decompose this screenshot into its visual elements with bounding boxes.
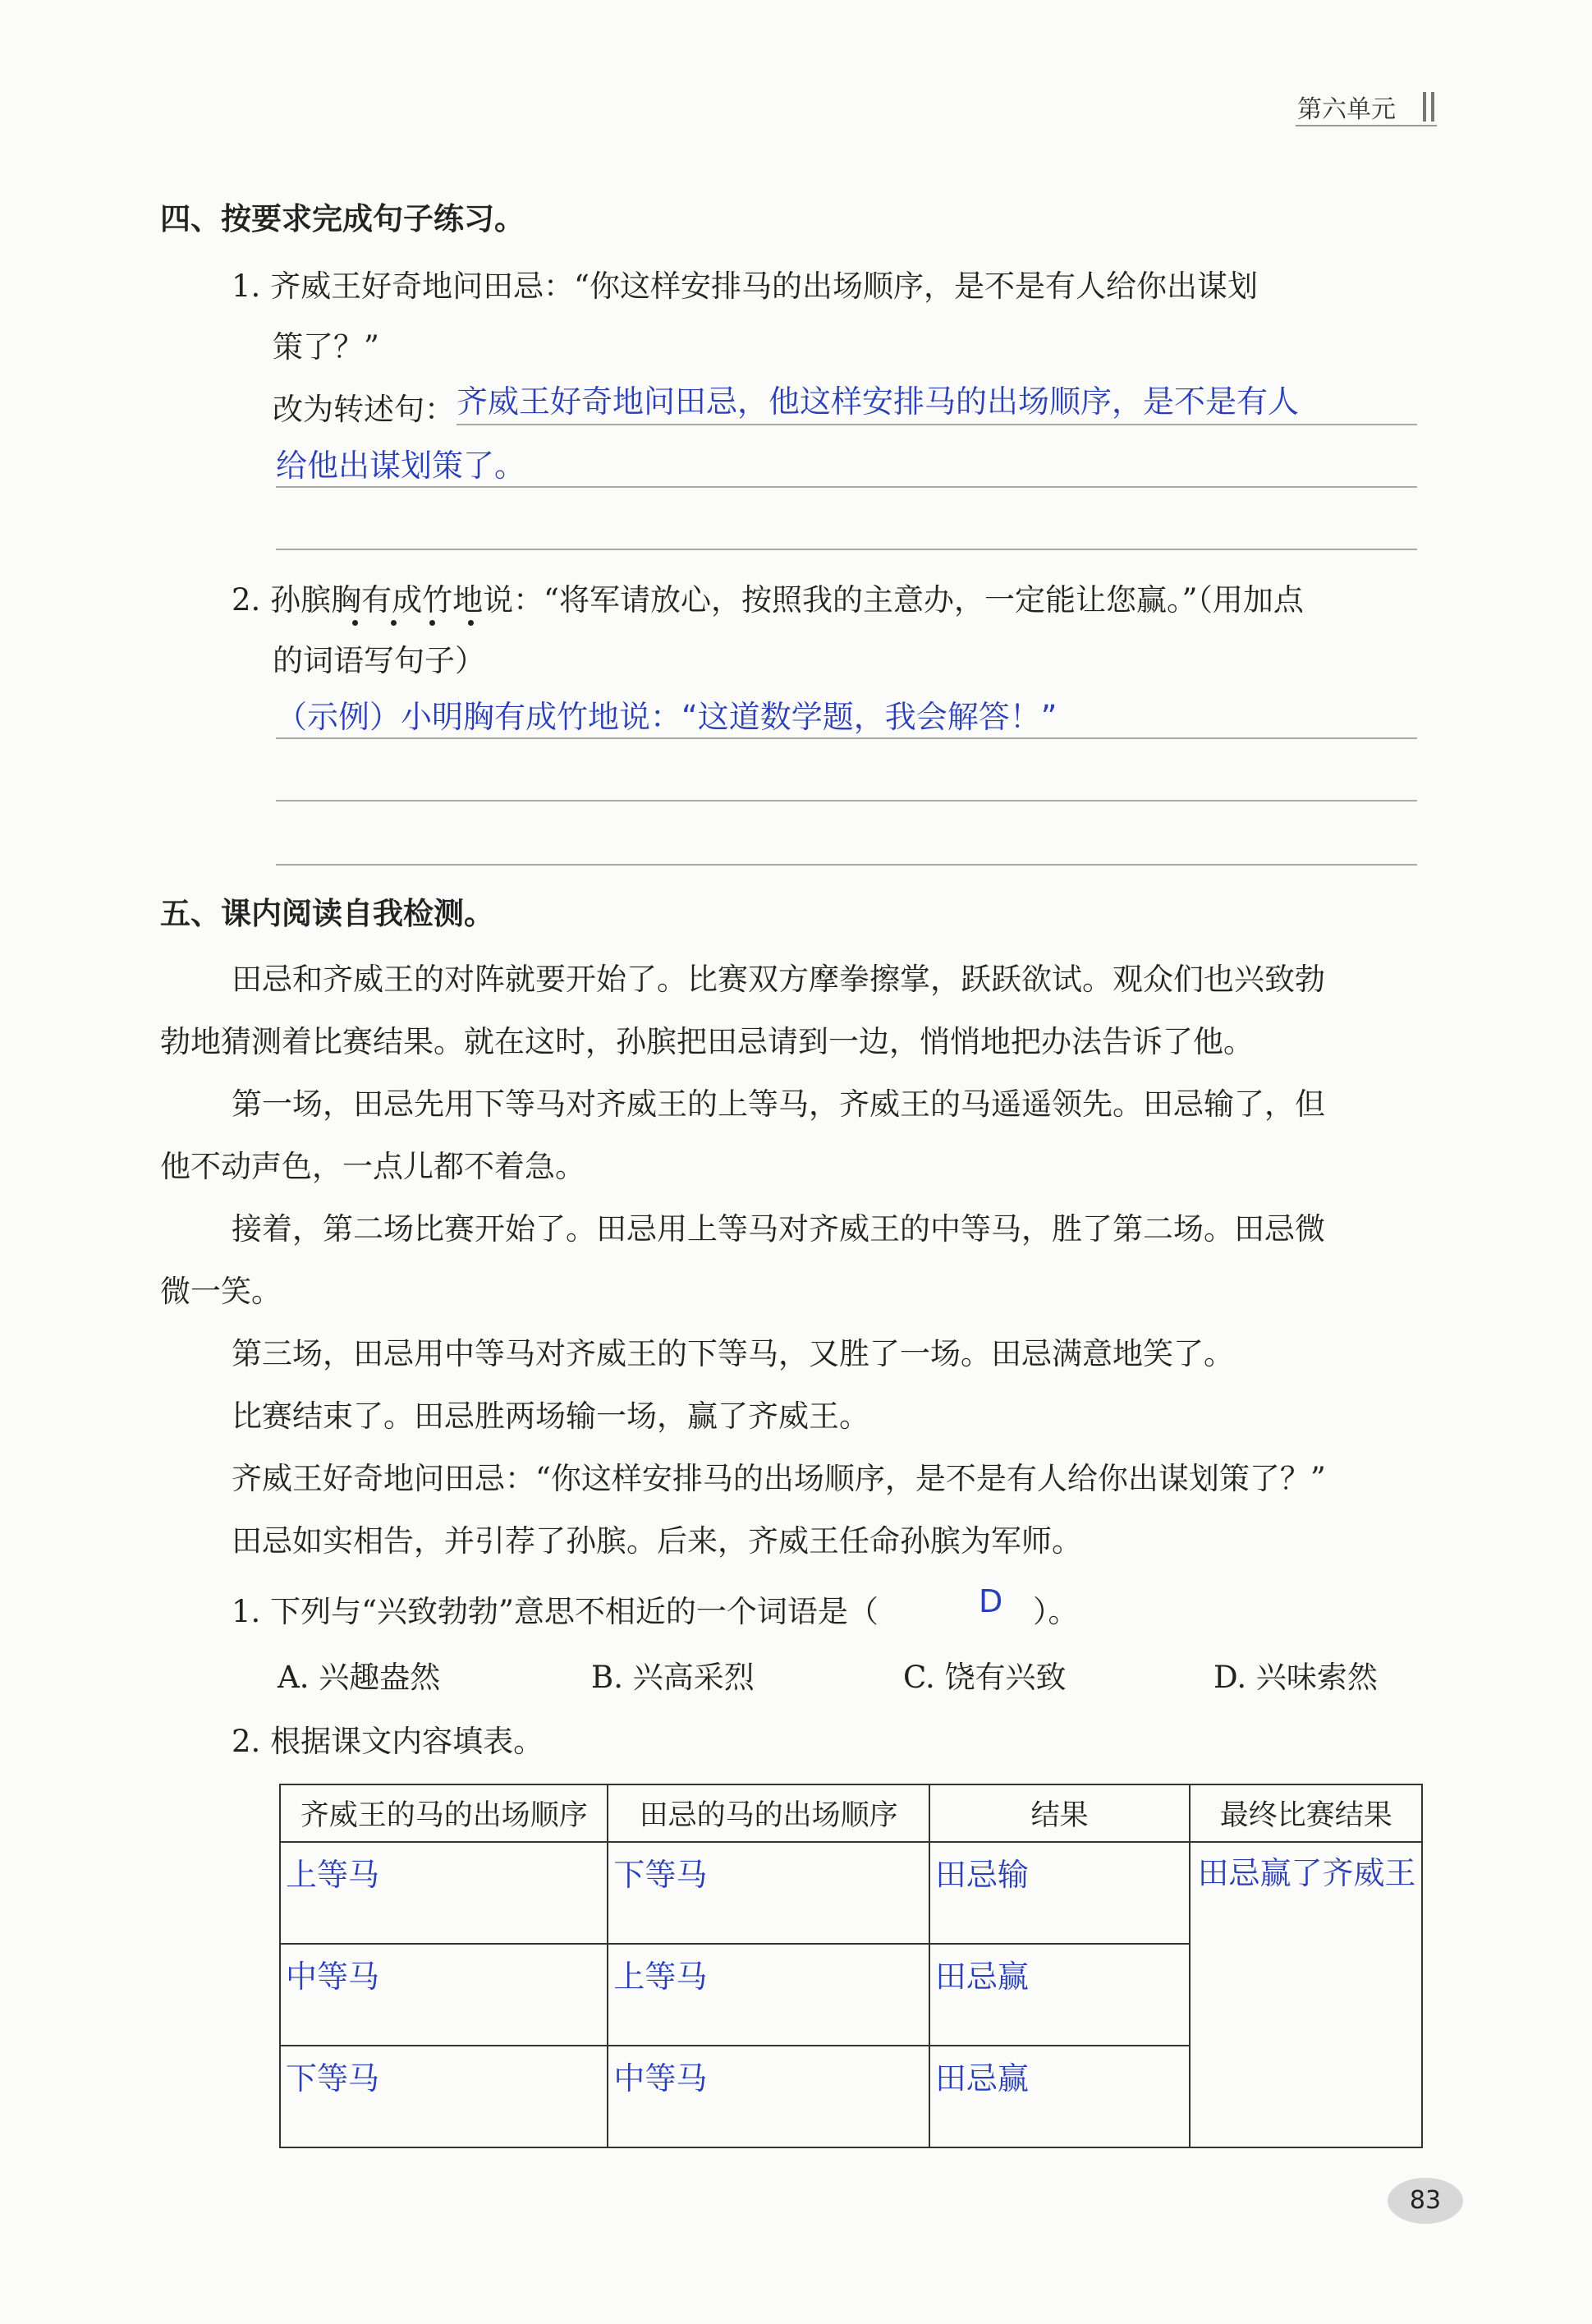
- table-cell: [608, 1944, 929, 2046]
- table-row: [280, 1842, 1422, 1944]
- table-cell: [280, 2046, 608, 2147]
- passage-line: 他不动声色，一点儿都不着急。: [160, 1149, 585, 1184]
- passage-line: 田忌和齐威王的对阵就要开始了。比赛双方摩拳擦掌，跃跃欲试。观众们也兴致勃: [232, 962, 1325, 997]
- cell-answer: 下等马: [613, 1857, 708, 1893]
- option-a: A. 兴趣盎然: [278, 1660, 441, 1695]
- answer-rule: [276, 486, 1417, 488]
- cell-answer: 中等马: [286, 1959, 380, 1995]
- passage-line: 第三场，田忌用中等马对齐威王的下等马，又胜了一场。田忌满意地笑了。: [232, 1336, 1234, 1371]
- table-cell: [280, 1944, 608, 2046]
- page-number: 83: [1388, 2178, 1463, 2224]
- s5-q1-answer: D: [979, 1583, 1003, 1619]
- s5-q1-stem: 1. 下列与“兴致勃勃”意思不相近的一个词语是（: [232, 1594, 879, 1629]
- cell-answer: 下等马: [286, 2060, 380, 2097]
- option-d: D. 兴味索然: [1213, 1660, 1378, 1695]
- s4-q1-answer-line1: 齐威王好奇地问田忌，他这样安排马的出场顺序，是不是有人: [456, 384, 1300, 420]
- passage-line: 第一场，田忌先用下等马对齐威王的上等马，齐威王的马遥遥领先。田忌输了，但: [232, 1086, 1325, 1122]
- section-4-title: 四、按要求完成句子练习。: [160, 201, 525, 237]
- cell-answer: 上等马: [286, 1857, 380, 1893]
- passage-line: 接着，第二场比赛开始了。田忌用上等马对齐威王的中等马，胜了第二场。田忌微: [232, 1211, 1325, 1247]
- cell-answer: 中等马: [613, 2060, 708, 2097]
- answer-rule: [276, 737, 1417, 739]
- s5-q1-stem-end: ）。: [1033, 1594, 1079, 1629]
- s4-q1-answer-line2: 给他出谋划策了。: [276, 448, 526, 484]
- cell-answer: 田忌赢: [934, 2060, 1029, 2097]
- s4-q1-label: 改为转述句：: [273, 392, 455, 427]
- table-header-cell: 结果: [929, 1784, 1191, 1842]
- final-result-answer: 田忌赢了齐威王: [1197, 1855, 1416, 1891]
- s4-q1-line2: 策了？”: [273, 329, 379, 365]
- table-header-cell: 最终比赛结果: [1190, 1784, 1422, 1842]
- unit-header: 第六单元: [1297, 95, 1396, 124]
- passage-line: 微一笑。: [160, 1274, 282, 1309]
- s4-q2-line2: 的词语写句子）: [273, 643, 485, 678]
- s4-q1-line1: 1. 齐威王好奇地问田忌：“你这样安排马的出场顺序，是不是有人给你出谋划: [232, 269, 1258, 304]
- table-cell: [608, 1842, 929, 1944]
- passage-line: 田忌如实相告，并引荐了孙膑。后来，齐威王任命孙膑为军师。: [232, 1523, 1082, 1559]
- option-c: C. 饶有兴致: [903, 1660, 1067, 1695]
- answer-rule: [276, 549, 1417, 550]
- answer-rule: [456, 424, 1417, 425]
- table-cell: [608, 2046, 929, 2147]
- answer-rule: [276, 864, 1417, 866]
- cell-answer: 田忌输: [934, 1857, 1029, 1893]
- table-header-cell: 齐威王的马的出场顺序: [280, 1784, 608, 1842]
- header-underline: [1296, 125, 1437, 126]
- fill-table: [279, 1784, 1423, 2148]
- table-cell: [929, 1842, 1191, 1944]
- s4-q2-line1: 2. 孙膑胸有成竹地说：“将军请放心，按照我的主意办，一定能让您赢。”（用加点: [232, 582, 1304, 618]
- passage-line: 勃地猜测着比赛结果。就在这时，孙膑把田忌请到一边，悄悄地把办法告诉了他。: [160, 1024, 1254, 1059]
- option-b: B. 兴高采烈: [591, 1660, 755, 1695]
- table-header-row: [280, 1784, 1422, 1842]
- table-cell: [929, 2046, 1191, 2147]
- passage-line: 比赛结束了。田忌胜两场输一场，赢了齐威王。: [232, 1399, 869, 1434]
- final-result-cell: [1190, 1842, 1422, 2147]
- cell-answer: 上等马: [613, 1959, 708, 1995]
- header-bars-icon: [1423, 92, 1434, 122]
- cell-answer: 田忌赢: [934, 1959, 1029, 1995]
- answer-rule: [276, 800, 1417, 801]
- table-cell: [280, 1842, 608, 1944]
- s5-q2-stem: 2. 根据课文内容填表。: [232, 1724, 544, 1759]
- section-5-title: 五、课内阅读自我检测。: [160, 896, 494, 931]
- passage-line: 齐威王好奇地问田忌：“你这样安排马的出场顺序，是不是有人给你出谋划策了？”: [232, 1461, 1326, 1496]
- table-cell: [929, 1944, 1191, 2046]
- table-header-cell: 田忌的马的出场顺序: [608, 1784, 929, 1842]
- s4-q2-answer: （示例）小明胸有成竹地说：“这道数学题，我会解答！”: [276, 699, 1058, 735]
